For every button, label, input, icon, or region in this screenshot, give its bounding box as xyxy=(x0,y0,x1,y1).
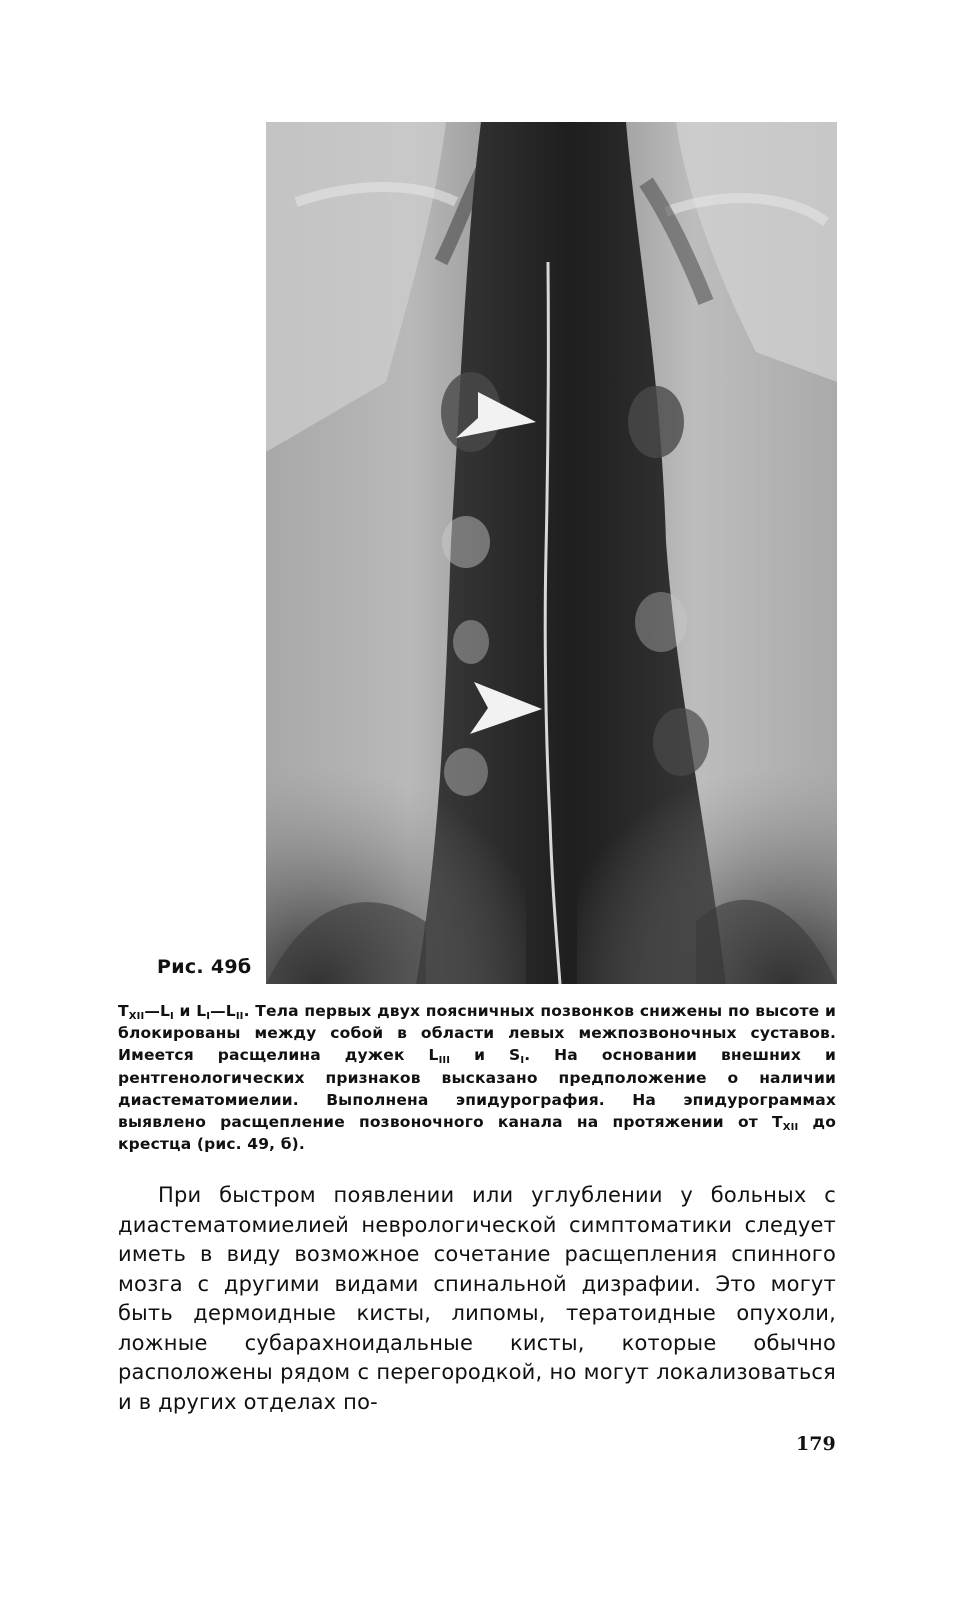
body-text xyxy=(118,1181,836,1417)
xray-epidurogram-icon xyxy=(266,122,837,984)
figure-caption: $T_{XII}—L_I$ и $L_I—L_{II}$. Тела первых двух поясничных позвонков снижены по высоте и блокированы между собой в области левых межпозвоночных суставов. Имеется расщелина дужек $L_{III}$ и $S_I$. На основании внешних и рентгенологических признаков высказано предположение о наличии диастематомиелии. Выполнена эпидурография. На эпидурограммах выявлено расщепление позвоночного канала на протяжении от $T_{XII}$ до крестца (рис. 49, б). xyxy=(118,1002,837,1154)
body-paragraph: При быстром появлении или углублении у больных с диастематомиелией неврологической симптоматики следует иметь в виду возможное сочетание расщепления спинного мозга с другими видами спинальной дизрафии. Это могут быть дермоидные кисты, липомы, тератоидные опухоли, ложные субарахноидальные кисты, которые обычно расположены рядом с перегородкой, но могут локализоваться и в других отделах по- xyxy=(118,1183,836,1414)
page-number: 179 xyxy=(796,1433,836,1455)
xray-image xyxy=(266,122,837,984)
figure-label: Рис. 49б xyxy=(157,956,252,978)
